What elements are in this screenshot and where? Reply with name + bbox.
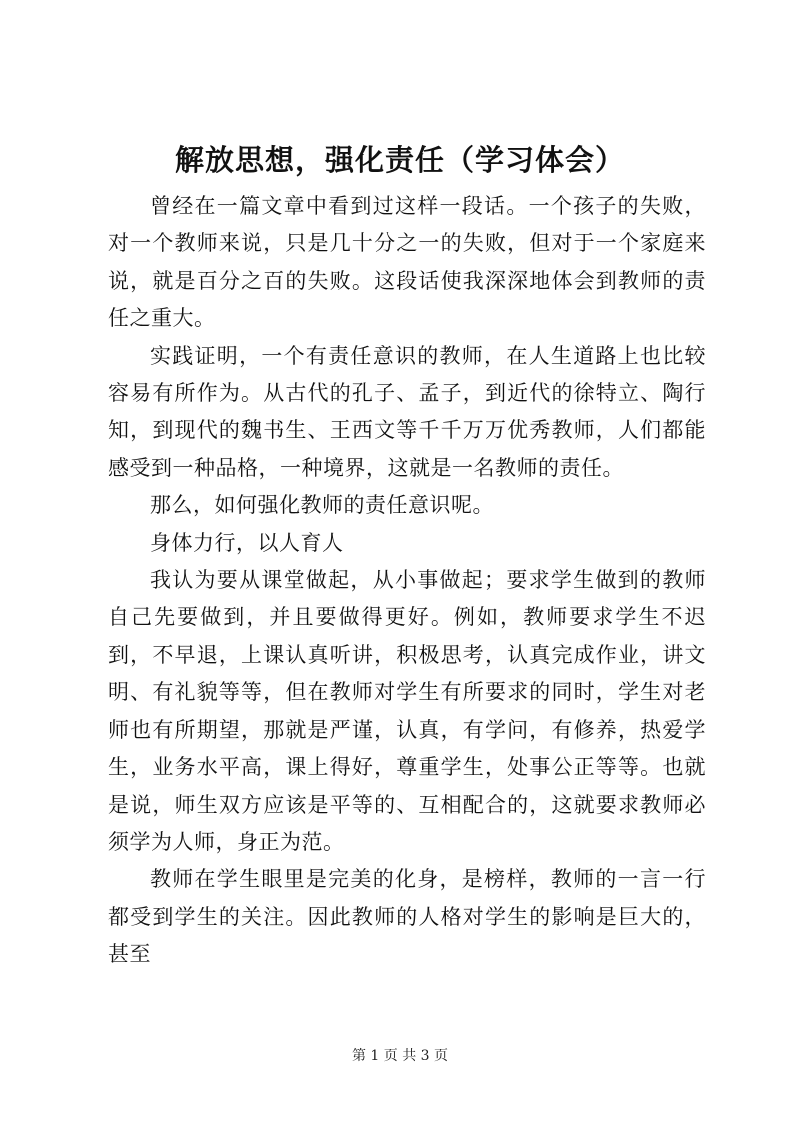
- paragraph-3: 那么，如何强化教师的责任意识呢。: [150, 493, 494, 518]
- paragraph-2: 实践证明，一个有责任意识的教师，在人生道路上也比较容易有所作为。从古代的孔子、孟子，到近代的徐特立、陶行知，到现代的魏书生、王西文等千千万万优秀教师，人们都能感受到一种品格，一种境界，这就是一名教师的责任。: [108, 343, 706, 480]
- document-body: [108, 188, 706, 974]
- page-number-footer: 第 1 页 共 3 页: [351, 1048, 449, 1064]
- document-title: 解放思想，强化责任（学习体会）: [174, 143, 625, 177]
- paragraph-1: 曾经在一篇文章中看到过这样一段话。一个孩子的失败，对一个教师来说，只是几十分之一的失败，但对于一个家庭来说，就是百分之百的失败。这段话使我深深地体会到教师的责任之重大。: [108, 194, 706, 331]
- section-heading: 身体力行，以人育人: [150, 530, 344, 555]
- paragraph-4: 我认为要从课堂做起，从小事做起；要求学生做到的教师自己先要做到，并且要做得更好。例如，教师要求学生不迟到，不早退，上课认真听讲，积极思考，认真完成作业，讲文明、有礼貌等等，但在教师对学生有所要求的同时，学生对老师也有所期望，那就是严谨，认真，有学问，有修养，热爱学生，业务水平高，课上得好，尊重学生，处事公正等等。也就是说，师生双方应该是平等的、互相配合的，这就要求教师必须学为人师，身正为范。: [108, 568, 706, 854]
- paragraph-5: 教师在学生眼里是完美的化身，是榜样，教师的一言一行都受到学生的关注。因此教师的人格对学生的影响是巨大的，甚至: [108, 867, 706, 967]
